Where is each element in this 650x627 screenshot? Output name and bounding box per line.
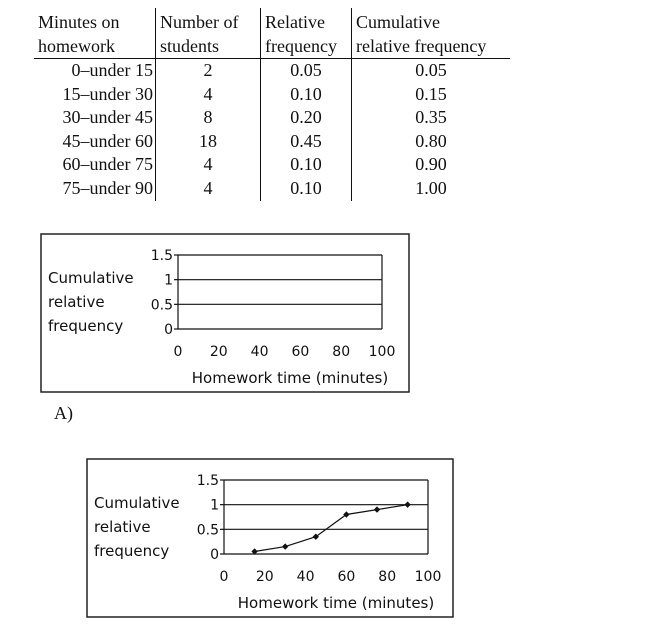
y-axis-label-line: Cumulative xyxy=(94,494,180,512)
x-tick-label: 0 xyxy=(219,569,229,585)
x-tick-label: 40 xyxy=(296,569,315,585)
data-point xyxy=(374,506,380,512)
cell-cumulative: 0.80 xyxy=(415,130,447,151)
cell-interval: 60–under 75 xyxy=(34,153,156,177)
cell-relative: 0.10 xyxy=(261,153,352,177)
cell-cumulative: 0.35 xyxy=(415,107,447,128)
answer-label: A) xyxy=(54,403,73,423)
y-tick-label: 0.5 xyxy=(196,522,219,539)
cell-students: 8 xyxy=(156,106,261,130)
table-row xyxy=(34,106,510,130)
cell-relative: 0.10 xyxy=(261,83,352,107)
data-point xyxy=(282,543,288,549)
y-tick-label: 1 xyxy=(164,272,173,289)
table-row xyxy=(34,177,510,201)
cell-relative: 0.20 xyxy=(261,106,352,130)
x-tick-label: 60 xyxy=(337,569,356,585)
cell-students: 4 xyxy=(156,83,261,107)
cell-students: 18 xyxy=(156,130,261,154)
y-axis-label-line: Cumulative xyxy=(48,269,134,287)
y-axis-label-line: frequency xyxy=(94,542,170,560)
blank-cumulative-frequency-chart xyxy=(40,233,410,393)
x-tick-label: 100 xyxy=(368,344,396,360)
table-row xyxy=(34,83,510,107)
cell-cumulative: 0.15 xyxy=(415,83,447,104)
x-axis-label: Homework time (minutes) xyxy=(237,594,435,612)
y-tick-label: 1.5 xyxy=(150,248,173,264)
cell-cumulative: 1.00 xyxy=(415,177,447,198)
x-axis-label: Homework time (minutes) xyxy=(191,369,389,387)
header-cumulative-frequency: Cumulative relative frequency xyxy=(352,8,511,59)
table-row xyxy=(34,59,510,83)
y-tick-label: 0 xyxy=(164,322,173,338)
cell-cumulative: 0.90 xyxy=(415,154,447,175)
table-row xyxy=(34,130,510,154)
x-tick-label: 40 xyxy=(250,344,269,360)
cell-students: 4 xyxy=(156,177,261,201)
table-row xyxy=(34,153,510,177)
y-tick-label: 1 xyxy=(210,497,219,514)
series-line xyxy=(255,505,408,552)
table-header-row xyxy=(34,8,510,59)
header-students: Number of students xyxy=(156,8,261,59)
x-tick-label: 80 xyxy=(378,569,397,585)
cell-students: 4 xyxy=(156,153,261,177)
y-axis-label-line: relative xyxy=(48,293,105,311)
y-axis-label-line: relative xyxy=(94,518,151,536)
answer-a-ogive-chart xyxy=(86,458,454,618)
x-tick-label: 80 xyxy=(332,344,351,360)
cell-students: 2 xyxy=(156,59,261,83)
y-tick-label: 0.5 xyxy=(150,297,173,314)
y-tick-label: 0 xyxy=(210,547,219,563)
x-tick-label: 100 xyxy=(414,569,442,585)
cell-interval: 0–under 15 xyxy=(34,59,156,83)
x-tick-label: 0 xyxy=(173,344,183,360)
x-tick-label: 20 xyxy=(209,344,228,360)
cell-interval: 45–under 60 xyxy=(34,130,156,154)
x-tick-label: 60 xyxy=(291,344,310,360)
data-point xyxy=(404,501,410,507)
header-minutes: Minutes on homework xyxy=(34,8,156,59)
header-relative-frequency: Relative frequency xyxy=(261,8,352,59)
x-tick-label: 20 xyxy=(255,569,274,585)
frequency-table xyxy=(34,8,510,201)
cell-relative: 0.45 xyxy=(261,130,352,154)
cell-relative: 0.05 xyxy=(261,59,352,83)
cell-cumulative: 0.05 xyxy=(415,60,447,80)
y-axis-label-line: frequency xyxy=(48,317,124,335)
y-tick-label: 1.5 xyxy=(196,473,219,489)
cell-interval: 75–under 90 xyxy=(34,177,156,201)
cell-interval: 30–under 45 xyxy=(34,106,156,130)
cell-interval: 15–under 30 xyxy=(34,83,156,107)
cell-relative: 0.10 xyxy=(261,177,352,201)
